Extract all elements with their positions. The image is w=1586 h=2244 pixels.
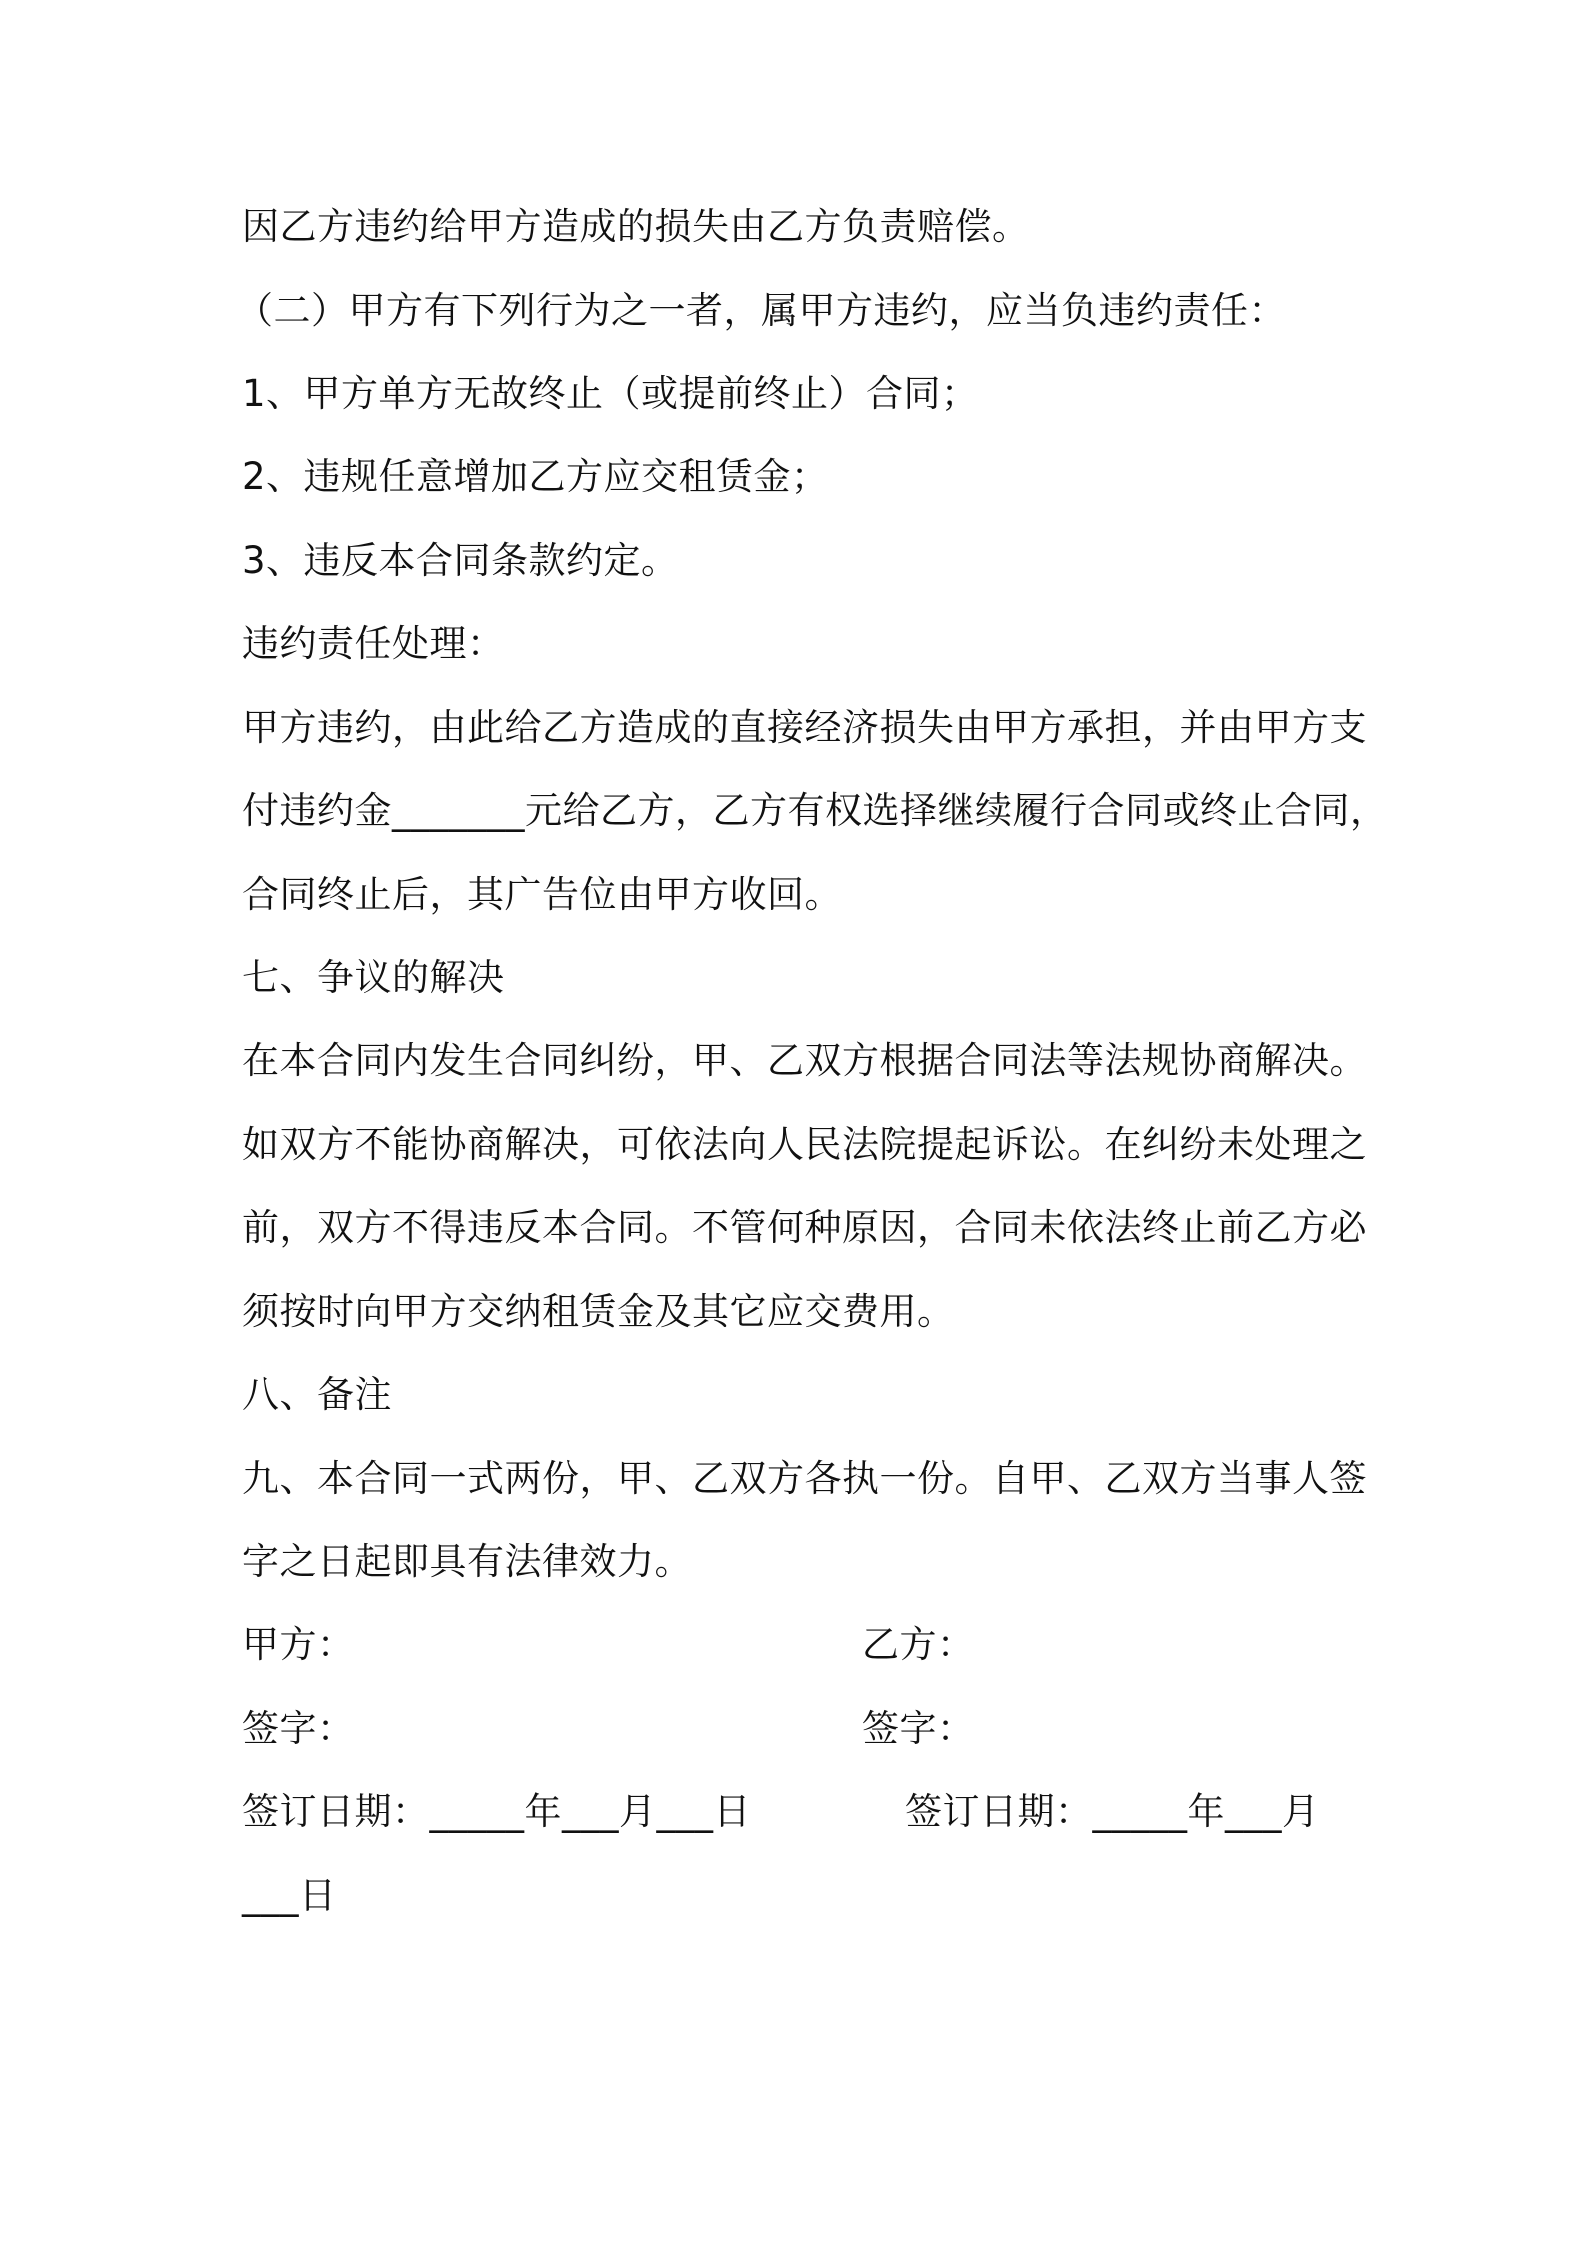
paragraph-line: 如双方不能协商解决，可依法向人民法院提起诉讼。在纠纷未处理之 <box>242 1123 1367 1166</box>
list-item: 1、甲方单方无故终止（或提前终止）合同； <box>242 372 979 415</box>
paragraph-line: （二）甲方有下列行为之一者，属甲方违约，应当负违约责任： <box>236 289 1286 332</box>
paragraph-line: 前，双方不得违反本合同。不管何种原因，合同未依法终止前乙方必 <box>242 1206 1367 1249</box>
sign-a-label: 签字： <box>242 1707 355 1750</box>
section-label: 违约责任处理： <box>242 622 505 665</box>
paragraph-line: 付违约金_______元给乙方，乙方有权选择继续履行合同或终止合同， <box>242 789 1388 832</box>
date-b-field: 签订日期：_____年___月 <box>905 1790 1320 1833</box>
date-a-field: 签订日期：_____年___月___日 <box>242 1790 751 1833</box>
paragraph-line: 甲方违约，由此给乙方造成的直接经济损失由甲方承担，并由甲方支 <box>242 706 1367 749</box>
paragraph-line: 因乙方违约给甲方造成的损失由乙方负责赔偿。 <box>242 205 1030 248</box>
list-item: 2、违规任意增加乙方应交租赁金； <box>242 455 829 498</box>
paragraph-line: 九、本合同一式两份，甲、乙双方各执一份。自甲、乙双方当事人签 <box>242 1457 1367 1500</box>
sign-b-label: 签字： <box>862 1707 975 1750</box>
paragraph-line: 须按时向甲方交纳租赁金及其它应交费用。 <box>242 1290 955 1333</box>
section-heading: 七、争议的解决 <box>242 956 505 999</box>
party-a-label: 甲方： <box>242 1623 355 1666</box>
section-heading: 八、备注 <box>242 1373 392 1416</box>
paragraph-line: 字之日起即具有法律效力。 <box>242 1540 692 1583</box>
party-b-label: 乙方： <box>862 1623 975 1666</box>
date-b-continuation: ___日 <box>242 1874 337 1917</box>
list-item: 3、违反本合同条款约定。 <box>242 539 679 582</box>
paragraph-line: 在本合同内发生合同纠纷，甲、乙双方根据合同法等法规协商解决。 <box>242 1039 1367 1082</box>
paragraph-line: 合同终止后，其广告位由甲方收回。 <box>242 873 842 916</box>
